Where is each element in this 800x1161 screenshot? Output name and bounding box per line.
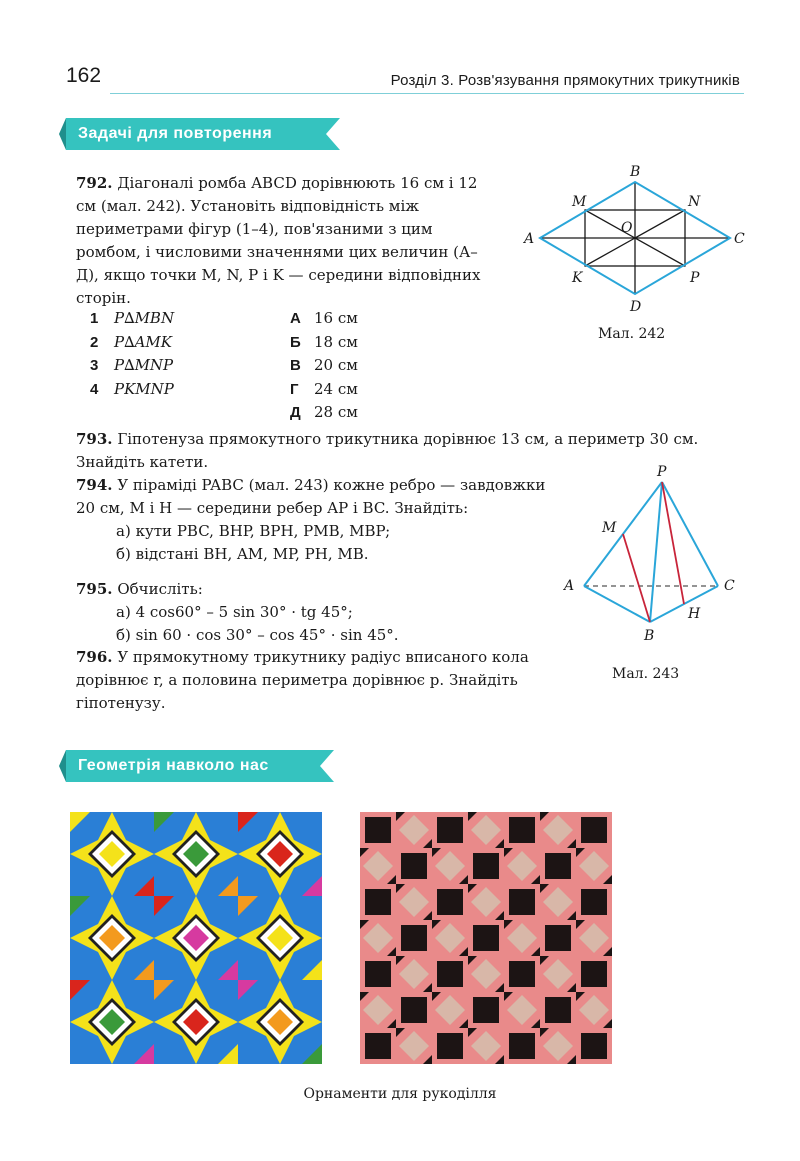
dark-square [473, 925, 499, 951]
dark-square [437, 889, 463, 915]
subitem-b: б) відстані BH, AM, MP, PH, MB. [116, 545, 369, 563]
problem-number: 792. [76, 174, 113, 192]
dark-square [545, 925, 571, 951]
problem-795 [76, 578, 496, 647]
label-n: N [688, 194, 701, 210]
dark-square [509, 817, 535, 843]
ornament-pink-black-quilt [360, 812, 612, 1064]
header-rule [110, 93, 744, 94]
right-key: Б [290, 333, 301, 351]
right-value: 18 см [314, 332, 358, 351]
problem-792 [76, 172, 496, 310]
dark-square [473, 997, 499, 1023]
edge-pb [650, 482, 662, 622]
ornaments-caption: Орнаменти для рукоділля [303, 1086, 497, 1102]
dark-square [401, 853, 427, 879]
label-p: P [690, 270, 700, 286]
problem-number: 795. [76, 580, 113, 598]
ornament-colorful-quilt [70, 812, 322, 1064]
dark-square [509, 961, 535, 987]
right-value: 20 см [314, 356, 358, 374]
subitem-a: а) кути PBC, BHP, BPH, PMB, MBP; [116, 522, 391, 540]
dark-square [437, 961, 463, 987]
right-value: 24 см [314, 379, 358, 398]
caption-242: Мал. 242 [598, 326, 666, 342]
right-value: 16 см [314, 309, 358, 327]
right-key: В [290, 357, 301, 374]
dark-square [365, 889, 391, 915]
dark-square [545, 853, 571, 879]
right-value: 28 см [314, 403, 358, 421]
dark-square [365, 1033, 391, 1059]
dark-square [509, 889, 535, 915]
left-key: 2 [90, 333, 99, 351]
dark-square [581, 889, 607, 915]
match-row [90, 378, 410, 402]
label-m: M [572, 194, 587, 210]
dark-square [581, 817, 607, 843]
problem-text: Обчисліть: [117, 580, 203, 598]
dark-square [545, 997, 571, 1023]
label-d: D [630, 299, 642, 315]
left-key: 4 [90, 380, 99, 398]
label-o: O [621, 220, 633, 236]
right-key: Д [290, 404, 301, 421]
figure-243-pyramid [558, 462, 758, 652]
subitem-b: б) sin 60 · cos 30° – cos 45° · sin 45°. [116, 626, 399, 644]
page-number: 162 [66, 64, 102, 87]
dark-square [437, 817, 463, 843]
left-key: 3 [90, 357, 99, 374]
problem-text: Діагоналі ромба ABCD дорівнюють 16 см і 12 см (мал. 242). Установіть відповідність між периметрами фігур (1–4), пов'язаними з цим ромбом, і числовими значеннями цих величин (А–Д), якщо точки M, N, P і K — середини відповідних сторін. [76, 174, 481, 307]
dark-square [365, 961, 391, 987]
left-value: P∆MBN [114, 309, 175, 327]
match-row [90, 331, 410, 355]
figure-242-rhombus [510, 160, 760, 320]
label-c: C [724, 578, 735, 594]
dark-square [437, 1033, 463, 1059]
right-key: А [290, 310, 301, 327]
dark-square [401, 925, 427, 951]
left-value: PKMNP [114, 379, 174, 398]
match-row [90, 307, 410, 331]
edge-pc [662, 482, 718, 586]
problem-794 [76, 474, 546, 566]
dark-square [365, 817, 391, 843]
left-value: P∆AMK [114, 332, 172, 351]
label-m: M [602, 520, 617, 536]
running-head: Розділ 3. Розв'язування прямокутних трикутників [390, 72, 740, 89]
problem-number: 794. [76, 476, 113, 494]
match-row [90, 354, 410, 378]
problem-text: Гіпотенуза прямокутного трикутника дорівнює 13 см, а периметр 30 см. Знайдіть катети. [76, 430, 699, 471]
problem-number: 793. [76, 430, 113, 448]
label-p: P [657, 464, 667, 480]
problem-796 [76, 646, 536, 715]
problem-text: У прямокутному трикутнику радіус вписаного кола дорівнює r, а половина периметра дорівнює p. Знайдіть гіпотенузу. [76, 648, 529, 712]
label-b: B [644, 628, 655, 644]
dark-square [581, 961, 607, 987]
label-a: A [564, 578, 575, 594]
problem-number: 796. [76, 648, 113, 666]
label-h: H [688, 606, 701, 622]
dark-square [509, 1033, 535, 1059]
section-banner-review: Задачі для повторення [66, 118, 326, 150]
label-a: A [524, 231, 535, 247]
left-key: 1 [90, 310, 99, 327]
dark-square [473, 853, 499, 879]
right-key: Г [290, 380, 299, 398]
left-value: P∆MNP [114, 356, 174, 374]
match-row [90, 401, 410, 425]
problem-text: У піраміді PABC (мал. 243) кожне ребро — завдовжки 20 см, M і H — середини ребер AP і BC. Знайдіть: [76, 476, 546, 517]
caption-243: Мал. 243 [612, 666, 680, 682]
subitem-a: а) 4 cos60° – 5 sin 30° · tg 45°; [116, 603, 353, 621]
label-c: C [734, 231, 745, 247]
dark-square [401, 997, 427, 1023]
label-k: K [572, 270, 583, 286]
matching-table [90, 307, 410, 425]
section-banner-geometry: Геометрія навколо нас [66, 750, 320, 782]
label-b: B [630, 164, 641, 180]
dark-square [581, 1033, 607, 1059]
